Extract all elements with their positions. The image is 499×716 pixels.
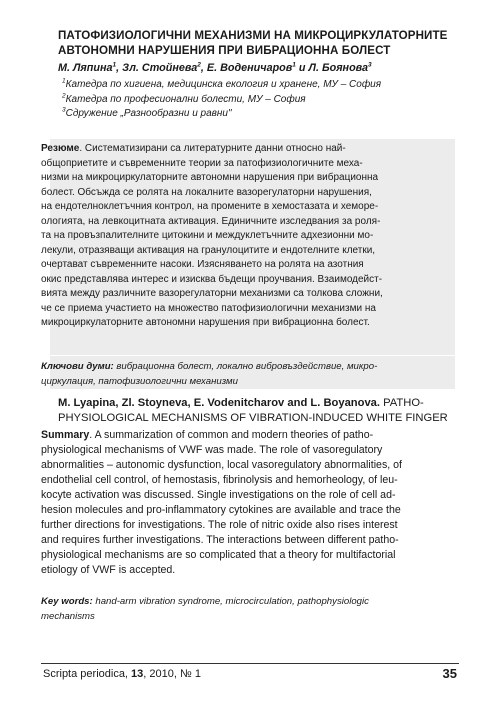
english-title-start: PATHO- xyxy=(380,397,424,409)
affiliation-2 xyxy=(62,93,381,108)
affiliation-3 xyxy=(62,107,381,122)
keywords-en-line-1: hand-arm vibration syndrome, microcirculation, pathophysiologic xyxy=(92,596,369,607)
summary-line: abnormalities – autonomic dysfunction, local vasoregulatory abnormalities, of xyxy=(41,459,402,471)
affiliation-2-text: Катедра по професионални болести, МУ – София xyxy=(65,93,306,105)
author-list-bg xyxy=(58,62,372,74)
affiliations xyxy=(62,78,381,122)
keywords-bg-label: Ключови думи: xyxy=(41,361,114,372)
summary-en xyxy=(41,428,459,578)
abstract-line: лекули, отразяващи активация на гранулоцитите и ендотелните клетки, xyxy=(41,244,376,256)
english-heading-line-2: PHYSIOLOGICAL MECHANISMS OF VIBRATION-INDUCED WHITE FINGER xyxy=(58,412,448,424)
keywords-bg-line xyxy=(41,360,459,375)
author-2-sup: 2 xyxy=(197,61,201,69)
author-3-sup: 1 xyxy=(292,61,296,69)
affiliation-3-sup: 3 xyxy=(62,106,66,114)
author-2: Зл. Стойнева xyxy=(122,62,198,74)
keywords-en xyxy=(41,595,459,624)
abstract-line: общоприетите и съвременните теории за патофизиологичните меха- xyxy=(41,157,363,169)
abstract-label: Резюме xyxy=(41,143,80,154)
abstract-line: вията между различните вазорегулаторни механизми са толкова сложни, xyxy=(41,288,383,299)
abstract-line: че се приема участието на множество патофизиологични механизми на xyxy=(41,302,376,314)
abstract-line: ологията, на левкоцитната активация. Единичните изследвания за роля- xyxy=(41,215,381,227)
summary-label: Summary xyxy=(41,429,90,441)
keywords-en-line xyxy=(41,595,459,610)
footer-year-issue: , 2010, № 1 xyxy=(143,668,201,680)
footer-divider xyxy=(41,663,459,664)
abstract-line xyxy=(41,142,459,157)
title-line-2: АВТОНОМНИ НАРУШЕНИЯ ПРИ ВИБРАЦИОННА БОЛЕСТ xyxy=(58,44,391,57)
summary-line: physiological mechanisms are so complicated that a theory for multifactorial xyxy=(41,549,396,561)
author-separator: , xyxy=(116,62,123,74)
keywords-bg xyxy=(41,360,459,389)
page-number: 35 xyxy=(442,666,457,681)
summary-first-line: . A summarization of common and modern theories of patho- xyxy=(89,429,374,441)
summary-line: physiological mechanisms of VWF was made. The role of vasoregulatory xyxy=(41,444,383,456)
abstract-first-line: . Систематизирани са литературните данни относно най- xyxy=(79,143,346,154)
author-1: М. Ляпина xyxy=(58,62,113,74)
title-line-1: ПАТОФИЗИОЛОГИЧНИ МЕХАНИЗМИ НА МИКРОЦИРКУЛАТОРНИТЕ xyxy=(58,29,448,42)
english-authors: M. Lyapina, Zl. Stoyneva, E. Vodenitcharov and L. Boyanova. xyxy=(58,397,381,409)
footer-journal: Scripta periodica, xyxy=(43,668,132,680)
affiliation-2-sup: 2 xyxy=(62,92,66,100)
author-1-sup: 1 xyxy=(112,61,117,69)
english-heading-line-1 xyxy=(58,396,458,411)
author-3: Е. Воденичаров xyxy=(206,62,293,74)
keywords-bg-line-2: циркулация, патофизиологични механизми xyxy=(41,375,238,387)
summary-line: kocyte activation was discussed. Single investigations on the role of cell ad- xyxy=(41,489,396,501)
english-heading xyxy=(58,396,458,426)
author-separator-and: и xyxy=(295,62,309,74)
abstract-line: окис представлява интерес и изисква бъдещи проучвания. Взаимодейст- xyxy=(41,273,383,285)
summary-line: etiology of VWF is accepted. xyxy=(41,564,176,576)
affiliation-1-sup: 1 xyxy=(62,77,66,85)
abstract-bg xyxy=(41,142,459,331)
keywords-bg-line-1: вибрационна болест, локално вибровъздействие, микро- xyxy=(113,361,378,372)
footer-volume: 13 xyxy=(131,668,144,680)
summary-line xyxy=(41,428,459,443)
author-4-sup: 3 xyxy=(368,61,372,69)
keywords-en-line-2: mechanisms xyxy=(41,610,95,622)
abstract-line: микроциркулаторните автономни нарушения при вибрационна болест. xyxy=(41,317,370,328)
abstract-line: болест. Обсъжда се ролята на локалните вазорегулаторни нарушения, xyxy=(41,186,372,198)
summary-line: and requires further investigations. The interactions between different patho- xyxy=(41,534,399,546)
abstract-line: очертават съвременните насоки. Изясняването на ролята на азотния xyxy=(41,259,364,270)
affiliation-1-text: Катедра по хигиена, медицинска екология и хранене, МУ – София xyxy=(65,79,382,90)
summary-line: further directions for investigations. The role of nitric oxide also rises interest xyxy=(41,519,398,531)
article-title-bg xyxy=(58,28,458,58)
abstract-line: низми на микроциркулаторните автономни нарушения при вибрационна xyxy=(41,172,379,183)
affiliation-1 xyxy=(62,78,381,93)
affiliation-3-text: Сдружение „Разнообразни и равни" xyxy=(65,108,232,119)
abstract-line: на ендотелноклетъчния контрол, на промените в хемостазата и хеморе- xyxy=(41,201,379,212)
author-4: Л. Боянова xyxy=(308,62,369,74)
footer-citation xyxy=(43,668,201,680)
author-separator: , xyxy=(200,62,207,74)
keywords-en-label: Key words: xyxy=(41,596,93,607)
summary-line: hesion molecules and pro-inflammatory cytokines are available and trace the xyxy=(41,504,401,516)
abstract-line: та на провъзпалителните цитокини и междуклетъчните адхезионни мо- xyxy=(41,230,374,241)
summary-line: endothelial cell control, of hemostasis, fibrinolysis and hemorheology, of leu- xyxy=(41,474,398,486)
